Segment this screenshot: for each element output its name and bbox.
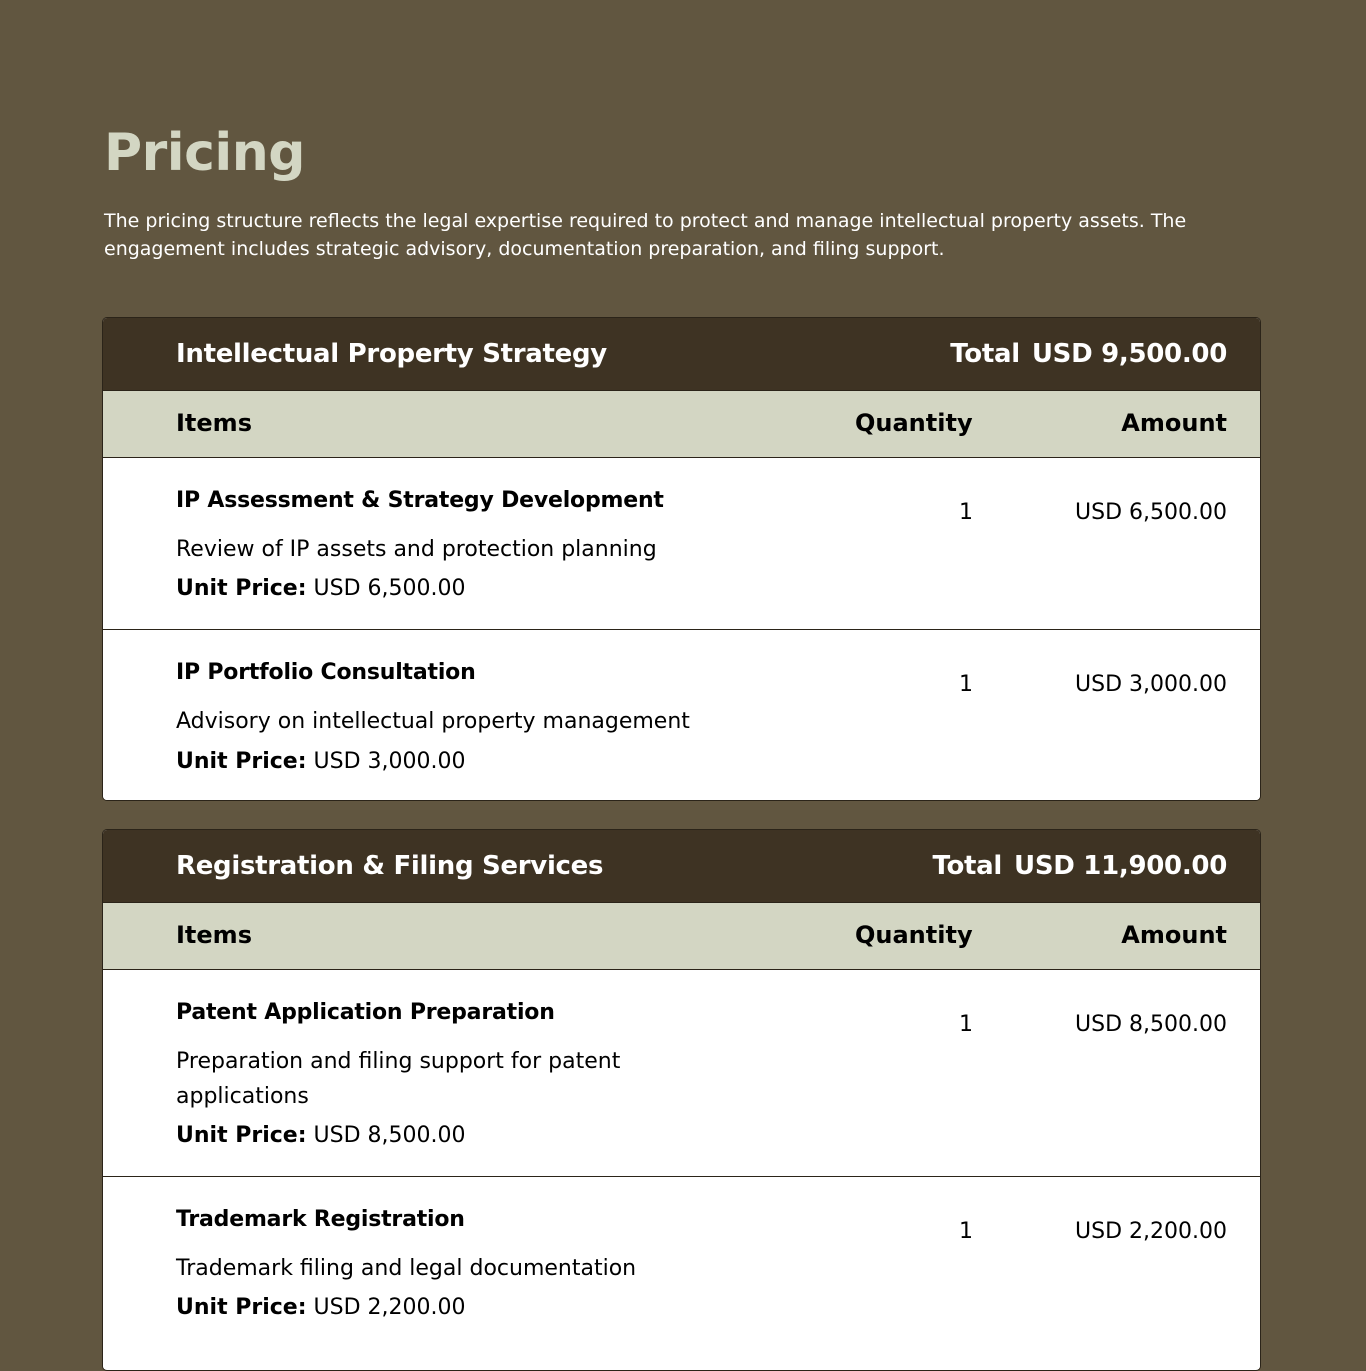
line-item-name: Patent Application Preparation	[176, 1000, 555, 1025]
section-total-label: Total	[932, 851, 1003, 881]
line-item-quantity: 1	[959, 672, 973, 697]
line-item-unit-price	[176, 574, 466, 604]
unit-price-value: USD 2,200.00	[313, 1295, 466, 1320]
line-item-amount: USD 8,500.00	[1075, 1012, 1227, 1037]
section-header	[103, 318, 1260, 390]
line-item-name: IP Assessment & Strategy Development	[176, 488, 664, 513]
column-amount: Amount	[1121, 921, 1227, 949]
column-items: Items	[176, 921, 252, 949]
section-total-value: USD 11,900.00	[1014, 851, 1227, 881]
line-item-name: IP Portfolio Consultation	[176, 660, 476, 685]
pricing-section-ip-strategy	[102, 317, 1261, 801]
section-title: Intellectual Property Strategy	[176, 339, 607, 369]
unit-price-label: Unit Price:	[176, 749, 307, 774]
unit-price-label: Unit Price:	[176, 1295, 307, 1320]
section-total	[933, 848, 1228, 884]
section-header	[103, 830, 1260, 902]
column-items: Items	[176, 409, 252, 437]
line-item-description: Preparation and filing support for patent applications	[176, 1049, 621, 1109]
column-header	[103, 390, 1260, 458]
line-item-unit-price	[176, 1293, 466, 1323]
line-item-amount: USD 2,200.00	[1075, 1219, 1227, 1244]
page-title: Pricing	[104, 123, 305, 183]
line-item-name: Trademark Registration	[176, 1207, 465, 1232]
column-header	[103, 902, 1260, 970]
pricing-section-registration-filing	[102, 829, 1261, 1371]
line-item-description: Trademark filing and legal documentation	[176, 1256, 637, 1281]
line-item-row	[103, 1177, 1260, 1369]
unit-price-value: USD 8,500.00	[313, 1123, 466, 1148]
line-item-amount: USD 6,500.00	[1075, 500, 1227, 525]
unit-price-label: Unit Price:	[176, 1123, 307, 1148]
column-quantity: Quantity	[855, 409, 973, 437]
line-item-unit-price	[176, 747, 466, 777]
line-item-quantity: 1	[959, 1219, 973, 1244]
column-quantity: Quantity	[855, 921, 973, 949]
unit-price-label: Unit Price:	[176, 576, 307, 601]
section-total-label: Total	[950, 339, 1020, 369]
line-item-unit-price	[176, 1121, 466, 1151]
line-item-row	[103, 630, 1260, 801]
section-total-value: USD 9,500.00	[1031, 339, 1227, 369]
line-item-description: Advisory on intellectual property management	[176, 709, 690, 734]
page-intro: The pricing structure reflects the legal expertise required to protect and manage intellectual property assets. The engagement includes strategic advisory, documentation preparation, and filing support.	[104, 210, 1187, 260]
line-item-description: Review of IP assets and protection planning	[176, 537, 657, 562]
line-item-row	[103, 458, 1260, 630]
unit-price-value: USD 3,000.00	[313, 749, 466, 774]
column-amount: Amount	[1121, 409, 1227, 437]
line-item-amount: USD 3,000.00	[1075, 672, 1227, 697]
line-item-quantity: 1	[959, 500, 973, 525]
line-item-row	[103, 970, 1260, 1177]
section-total	[950, 336, 1227, 372]
unit-price-value: USD 6,500.00	[313, 576, 466, 601]
line-item-quantity: 1	[959, 1012, 973, 1037]
section-title: Registration & Filing Services	[176, 851, 604, 881]
